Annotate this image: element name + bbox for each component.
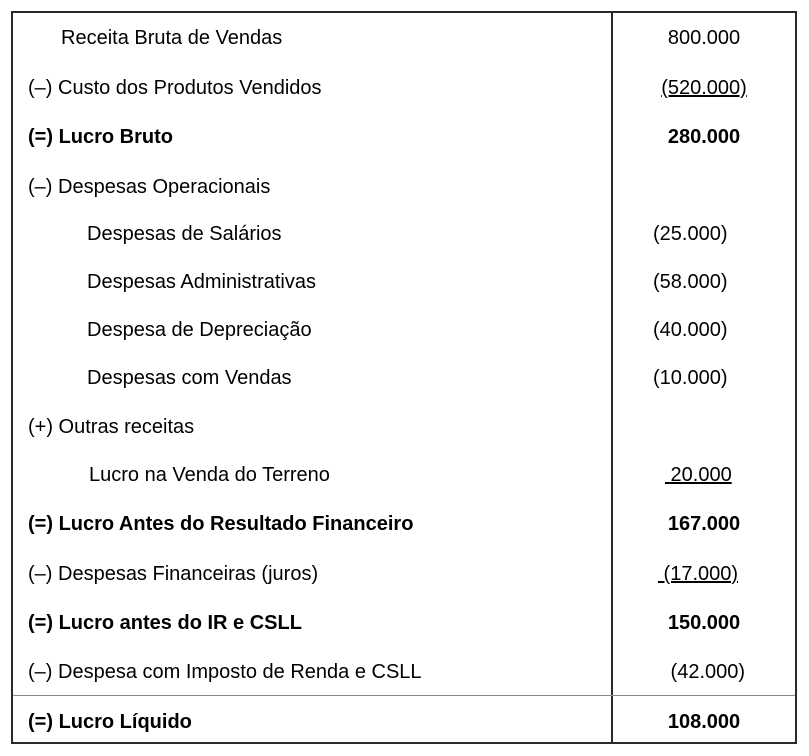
row-label-prefix: (=)	[28, 711, 53, 733]
row-label: Despesa de Depreciação	[87, 319, 312, 341]
row-label: (–) Despesas Financeiras (juros)	[28, 563, 319, 585]
footer-divider	[13, 695, 795, 696]
row-label: (+) Outras receitas	[28, 416, 195, 438]
row-amount: 280.000	[667, 126, 741, 148]
row-amount: 800.000	[667, 27, 741, 49]
row-despesas-operacionais	[13, 172, 795, 202]
row-outras-receitas	[13, 412, 795, 442]
row-lucro-antes-resultado	[13, 509, 795, 539]
row-lucro-bruto	[13, 122, 795, 152]
row-label: Lucro na Venda do Terreno	[89, 464, 330, 486]
row-label	[28, 612, 302, 634]
row-amount: (25.000)	[653, 223, 728, 245]
row-despesas-vendas	[13, 363, 795, 393]
row-custo-produtos	[13, 73, 795, 103]
row-despesas-financeiras	[13, 559, 795, 589]
row-label: Receita Bruta de Vendas	[61, 27, 283, 49]
row-label-prefix: (=)	[28, 126, 53, 148]
row-receita-bruta	[13, 23, 795, 53]
row-label-text: Lucro Bruto	[58, 126, 173, 148]
row-label-prefix: (=)	[28, 612, 53, 634]
row-lucro-liquido	[13, 707, 795, 737]
row-label-text: Lucro Antes do Resultado Financeiro	[58, 513, 414, 535]
row-label: (–) Despesa com Imposto de Renda e CSLL	[28, 661, 422, 683]
row-amount: 150.000	[667, 612, 741, 634]
row-label	[28, 711, 192, 733]
row-label: Despesas de Salários	[87, 223, 282, 245]
income-statement-table	[11, 11, 797, 744]
row-amount: (58.000)	[653, 271, 728, 293]
row-amount: 167.000	[667, 513, 741, 535]
row-imposto-renda	[13, 657, 795, 687]
row-amount: 20.000	[665, 464, 732, 486]
row-amount: (42.000)	[665, 661, 746, 683]
row-venda-terreno	[13, 460, 795, 490]
row-label: (–) Custo dos Produtos Vendidos	[28, 77, 322, 99]
row-despesa-depreciacao	[13, 315, 795, 345]
row-amount: (10.000)	[653, 367, 728, 389]
row-despesas-administrativas	[13, 267, 795, 297]
row-label	[28, 513, 413, 535]
row-amount: 108.000	[667, 711, 741, 733]
row-amount: (520.000)	[661, 77, 747, 99]
row-label: Despesas com Vendas	[87, 367, 292, 389]
row-label-prefix: (=)	[28, 513, 53, 535]
row-label	[28, 126, 173, 148]
row-label: Despesas Administrativas	[87, 271, 316, 293]
row-amount: (17.000)	[658, 563, 739, 585]
row-label-text: Lucro Líquido	[58, 711, 192, 733]
row-amount: (40.000)	[653, 319, 728, 341]
row-label-text: Lucro antes do IR e CSLL	[58, 612, 302, 634]
row-despesas-salarios	[13, 219, 795, 249]
row-label: (–) Despesas Operacionais	[28, 176, 271, 198]
row-lucro-antes-ir	[13, 608, 795, 638]
